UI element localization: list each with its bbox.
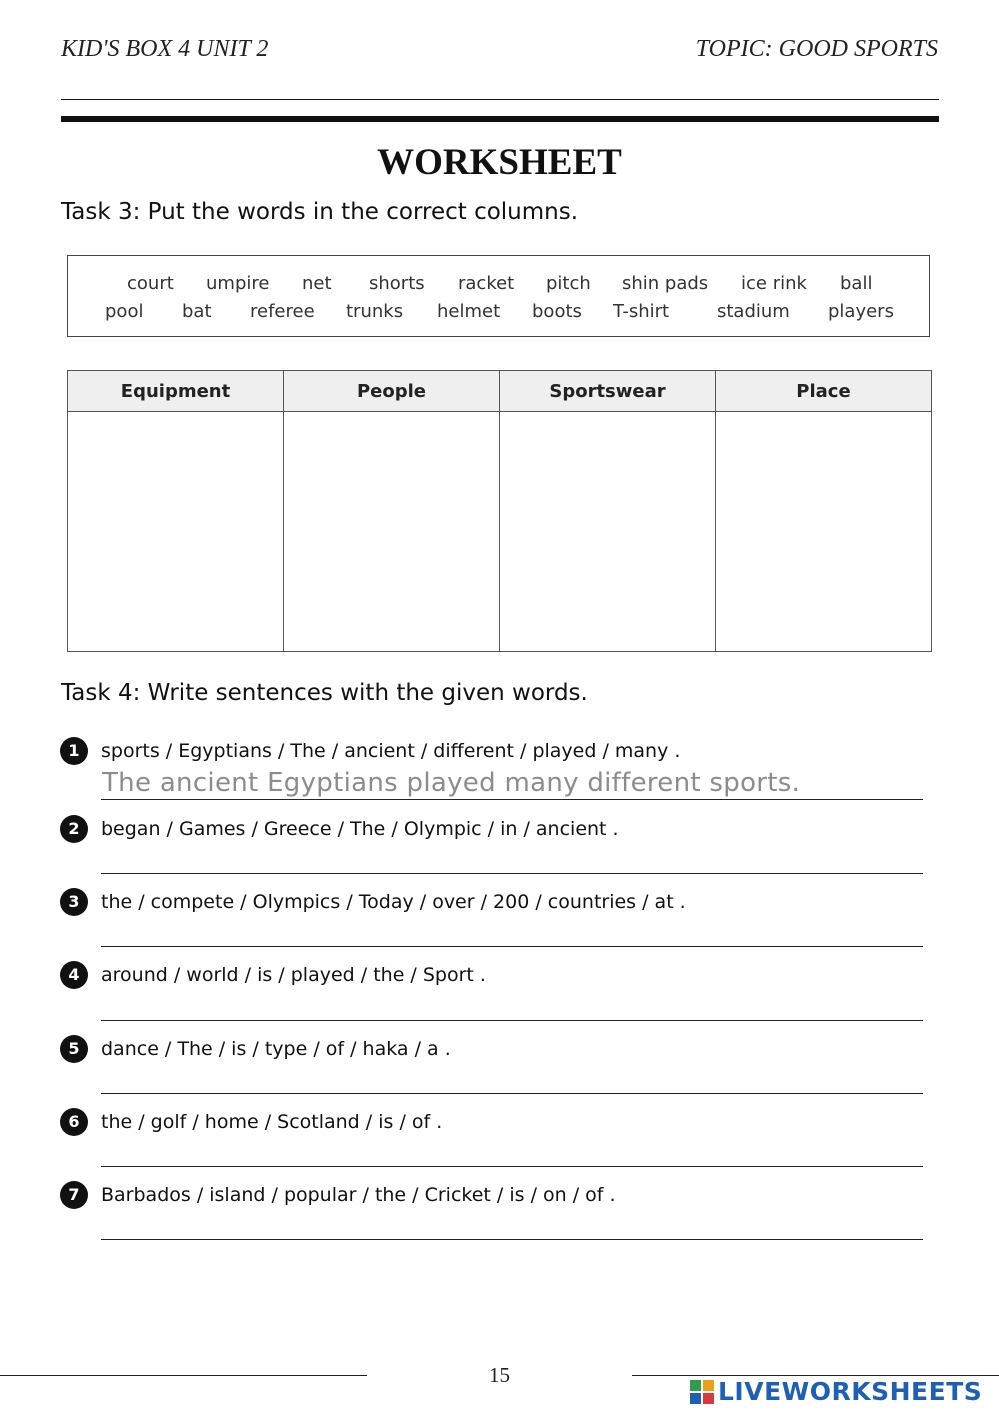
- place-answer-cell[interactable]: [716, 412, 932, 652]
- word-pool: pool: [105, 301, 144, 322]
- word-shorts: shorts: [369, 273, 425, 294]
- sentence-prompt: began / Games / Greece / The / Olympic / in / ancient .: [101, 818, 619, 840]
- header-topic: TOPIC: GOOD SPORTS: [695, 36, 938, 62]
- item-number-badge: 5: [60, 1035, 88, 1063]
- word-racket: racket: [458, 273, 515, 294]
- worksheet-title: WORKSHEET: [377, 142, 622, 183]
- sentence-item-3: [60, 888, 930, 948]
- answer-line: [101, 1093, 923, 1094]
- answer-line: [101, 1239, 923, 1240]
- word-ball: ball: [840, 273, 873, 294]
- sentence-item-7: [60, 1181, 930, 1241]
- people-answer-cell[interactable]: [284, 412, 500, 652]
- item-number-badge: 1: [60, 737, 88, 765]
- answer-line: [101, 799, 923, 800]
- answer-line: [101, 1020, 923, 1021]
- column-header-people: People: [284, 371, 500, 412]
- task4-title: Task 4: Write sentences with the given words.: [61, 680, 588, 706]
- word-bat: bat: [182, 301, 212, 322]
- sentence-prompt: the / compete / Olympics / Today / over / 200 / countries / at .: [101, 891, 686, 913]
- word-ice-rink: ice rink: [741, 273, 807, 294]
- answer-line: [101, 946, 923, 947]
- sentence-prompt: Barbados / island / popular / the / Cricket / is / on / of .: [101, 1184, 616, 1206]
- word-referee: referee: [250, 301, 315, 322]
- word-trunks: trunks: [346, 301, 404, 322]
- task3-title: Task 3: Put the words in the correct columns.: [61, 199, 579, 225]
- column-header-sportswear: Sportswear: [500, 371, 716, 412]
- item-number-badge: 2: [60, 815, 88, 843]
- word-pitch: pitch: [546, 273, 591, 294]
- sentence-item-1: [60, 737, 930, 801]
- sorting-table: [67, 370, 932, 652]
- column-header-place: Place: [716, 371, 932, 412]
- sentence-item-4: [60, 961, 930, 1021]
- item-number-badge: 7: [60, 1181, 88, 1209]
- item-number-badge: 3: [60, 888, 88, 916]
- word-bank: [67, 255, 930, 337]
- item-number-badge: 4: [60, 961, 88, 989]
- word-stadium: stadium: [717, 301, 790, 322]
- answer-field[interactable]: The ancient Egyptians played many different sports.: [102, 768, 801, 798]
- sentence-prompt: sports / Egyptians / The / ancient / different / played / many .: [101, 740, 681, 762]
- liveworksheets-brand[interactable]: [690, 1377, 990, 1407]
- sentence-prompt: dance / The / is / type / of / haka / a .: [101, 1038, 451, 1060]
- word-boots: boots: [532, 301, 582, 322]
- word-players: players: [828, 301, 894, 322]
- word-umpire: umpire: [206, 273, 270, 294]
- equipment-answer-cell[interactable]: [68, 412, 284, 652]
- liveworksheets-logo-icon: [690, 1380, 714, 1404]
- sentence-item-6: [60, 1108, 930, 1168]
- item-number-badge: 6: [60, 1108, 88, 1136]
- word-t-shirt: T-shirt: [613, 301, 670, 322]
- sportswear-answer-cell[interactable]: [500, 412, 716, 652]
- answer-line: [101, 873, 923, 874]
- header-divider-thin: [61, 99, 939, 100]
- answer-line: [101, 1166, 923, 1167]
- sentence-prompt: around / world / is / played / the / Sport .: [101, 964, 486, 986]
- word-net: net: [302, 273, 332, 294]
- column-header-equipment: Equipment: [68, 371, 284, 412]
- header-book-title: KID'S BOX 4 UNIT 2: [61, 36, 269, 62]
- word-helmet: helmet: [437, 301, 501, 322]
- brand-name: LIVEWORKSHEETS: [718, 1377, 983, 1406]
- sentence-item-5: [60, 1035, 930, 1095]
- header-divider-thick: [61, 116, 939, 122]
- word-court: court: [127, 273, 174, 294]
- word-shin-pads: shin pads: [622, 273, 709, 294]
- page-number: 15: [489, 1363, 510, 1387]
- sentence-item-2: [60, 815, 930, 875]
- sentence-prompt: the / golf / home / Scotland / is / of .: [101, 1111, 443, 1133]
